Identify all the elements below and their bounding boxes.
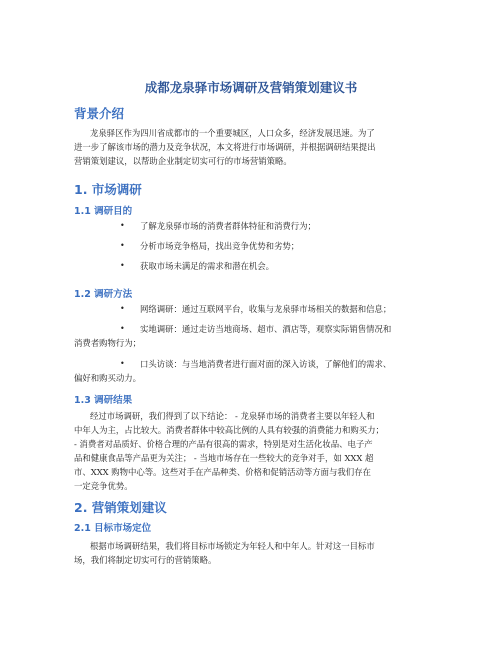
- heading-research-method: 1.2 调研方法: [74, 289, 133, 300]
- list-item-text: 口头访谈：与当地消费者进行面对面的深入访谈，了解他们的需求、: [140, 359, 392, 369]
- list-item-text: 获取市场未满足的需求和潜在机会。: [140, 261, 274, 271]
- list-item-text: 了解龙泉驿市场的消费者群体特征和消费行为；: [140, 221, 316, 231]
- background-paragraph: [74, 126, 434, 168]
- list-item-text: 网络调研：通过互联网平台，收集与龙泉驿市场相关的数据和信息；: [140, 304, 392, 314]
- heading-target-market: 2.1 目标市场定位: [74, 523, 152, 534]
- list-item-text: 分析市场竞争格局，找出竞争优势和劣势；: [140, 241, 300, 251]
- list-item: [74, 259, 434, 273]
- bullet-icon: •: [120, 261, 125, 270]
- text-line: 中年人为主，占比较大。消费者群体中较高比例的人具有较强的消费能力和购买力；: [74, 425, 384, 435]
- results-paragraph: [74, 409, 434, 493]
- heading-market-research: 1. 市场调研: [74, 182, 142, 197]
- text-line: 龙泉驿区作为四川省成都市的一个重要城区，人口众多，经济发展迅速。为了: [90, 128, 375, 138]
- list-item: [74, 357, 434, 385]
- bullet-icon: •: [120, 221, 125, 230]
- text-line: 经过市场调研，我们得到了以下结论： - 龙泉驿市场的消费者主要以年轻人和: [90, 411, 375, 421]
- bullet-icon: •: [120, 324, 125, 333]
- text-line: - 消费者对品质好、价格合理的产品有很高的需求，特别是对生活化妆品、电子产: [74, 439, 373, 449]
- text-line: 品和健康食品等产品更为关注； - 当地市场存在一些较大的竞争对手，如 XXX 超: [74, 453, 374, 463]
- heading-background: 背景介绍: [74, 106, 125, 121]
- list-item: [74, 302, 434, 316]
- list-item: [74, 219, 434, 233]
- bullet-icon: •: [120, 241, 125, 250]
- target-market-paragraph: [74, 539, 434, 567]
- heading-research-results: 1.3 调研结果: [74, 395, 133, 406]
- text-line: 市、XXX 购物中心等。这些对手在产品种类、价格和促销活动等方面与我们存在: [74, 467, 371, 477]
- text-line: 营销策划建议，以帮助企业制定切实可行的市场营销策略。: [74, 156, 292, 166]
- text-line: 一定竞争优势。: [74, 481, 133, 491]
- heading-research-purpose: 1.1 调研目的: [74, 206, 133, 217]
- list-item-text: 偏好和购买动力。: [74, 373, 141, 383]
- list-item-text: 实地调研：通过走访当地商场、超市、酒店等，观察实际销售情况和: [140, 324, 392, 334]
- text-line: 进一步了解该市场的潜力及竞争状况，本文将进行市场调研，并根据调研结果提出: [74, 142, 376, 152]
- text-line: 根据市场调研结果，我们将目标市场锁定为年轻人和中年人。针对这一目标市: [90, 541, 375, 551]
- text-line: 场，我们将制定切实可行的营销策略。: [74, 555, 217, 565]
- bullet-icon: •: [120, 304, 125, 313]
- list-item: [74, 239, 434, 253]
- heading-marketing-suggestions: 2. 营销策划建议: [74, 500, 167, 515]
- bullet-icon: •: [120, 359, 125, 368]
- document-title: 成都龙泉驿市场调研及营销策划建议书: [144, 80, 358, 95]
- list-item: [74, 322, 434, 350]
- list-item-text: 消费者购物行为；: [74, 338, 141, 348]
